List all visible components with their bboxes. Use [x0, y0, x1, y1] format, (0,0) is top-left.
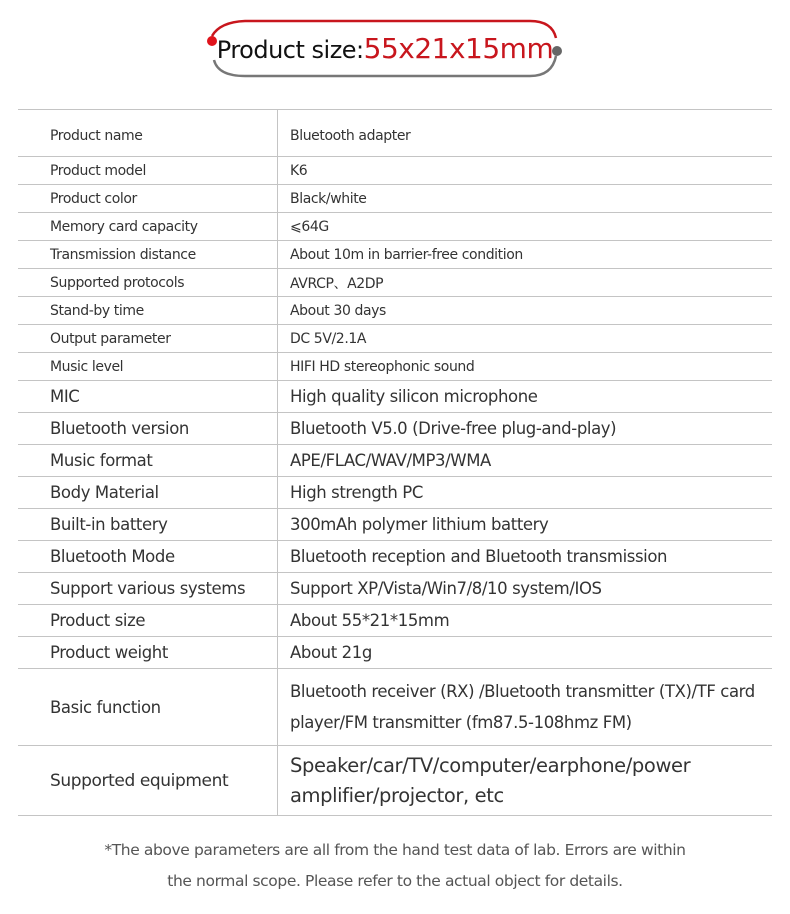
spec-value: Bluetooth adapter — [278, 110, 773, 157]
table-row — [18, 241, 772, 269]
spec-value: K6 — [278, 157, 773, 185]
table-row — [18, 413, 772, 445]
product-size-banner — [200, 14, 570, 84]
spec-key: Support various systems — [18, 573, 278, 605]
table-row — [18, 110, 772, 157]
spec-value: ⩽64G — [278, 213, 773, 241]
spec-key: Built-in battery — [18, 509, 278, 541]
table-row — [18, 637, 772, 669]
note-line-1: *The above parameters are all from the hand test data of lab. Errors are within — [104, 841, 686, 859]
spec-key: Stand-by time — [18, 297, 278, 325]
spec-key: Supported equipment — [18, 746, 278, 816]
spec-key: MIC — [18, 381, 278, 413]
table-row — [18, 445, 772, 477]
spec-key: Product size — [18, 605, 278, 637]
table-row — [18, 573, 772, 605]
spec-key: Bluetooth version — [18, 413, 278, 445]
spec-value: About 21g — [278, 637, 773, 669]
spec-key: Bluetooth Mode — [18, 541, 278, 573]
spec-key: Supported protocols — [18, 269, 278, 297]
spec-table — [18, 109, 772, 816]
table-row — [18, 605, 772, 637]
spec-value: High quality silicon microphone — [278, 381, 773, 413]
spec-value: High strength PC — [278, 477, 773, 509]
spec-value: DC 5V/2.1A — [278, 325, 773, 353]
table-row — [18, 477, 772, 509]
table-row — [18, 157, 772, 185]
spec-value: HIFI HD stereophonic sound — [278, 353, 773, 381]
note-line-2: the normal scope. Please refer to the actual object for details. — [167, 872, 623, 890]
table-row — [18, 509, 772, 541]
spec-value: Black/white — [278, 185, 773, 213]
table-row — [18, 269, 772, 297]
spec-key: Body Material — [18, 477, 278, 509]
spec-key: Product name — [18, 110, 278, 157]
table-row — [18, 297, 772, 325]
spec-key: Transmission distance — [18, 241, 278, 269]
table-row — [18, 746, 772, 816]
table-row — [18, 353, 772, 381]
spec-key: Music format — [18, 445, 278, 477]
spec-key: Product model — [18, 157, 278, 185]
spec-key: Product weight — [18, 637, 278, 669]
banner-label: Product size: — [216, 36, 364, 64]
spec-value: 300mAh polymer lithium battery — [278, 509, 773, 541]
spec-key: Memory card capacity — [18, 213, 278, 241]
spec-value: AVRCP、A2DP — [278, 269, 773, 297]
spec-key: Output parameter — [18, 325, 278, 353]
table-row — [18, 669, 772, 746]
table-row — [18, 541, 772, 573]
disclaimer-note — [0, 835, 790, 897]
spec-key: Product color — [18, 185, 278, 213]
spec-value: About 10m in barrier-free condition — [278, 241, 773, 269]
spec-value: Speaker/car/TV/computer/earphone/power amplifier/projector, etc — [278, 746, 773, 816]
spec-value: APE/FLAC/WAV/MP3/WMA — [278, 445, 773, 477]
spec-value: Support XP/Vista/Win7/8/10 system/IOS — [278, 573, 773, 605]
table-row — [18, 185, 772, 213]
spec-value: Bluetooth V5.0 (Drive-free plug-and-play) — [278, 413, 773, 445]
table-row — [18, 325, 772, 353]
table-row — [18, 213, 772, 241]
spec-value: Bluetooth receiver (RX) /Bluetooth transmitter (TX)/TF card player/FM transmitter (fm87.5-108hmz FM) — [278, 669, 773, 746]
banner-value: 55x21x15mm — [363, 32, 554, 65]
spec-key: Basic function — [18, 669, 278, 746]
spec-value: About 55*21*15mm — [278, 605, 773, 637]
spec-key: Music level — [18, 353, 278, 381]
table-row — [18, 381, 772, 413]
spec-value: About 30 days — [278, 297, 773, 325]
spec-value: Bluetooth reception and Bluetooth transmission — [278, 541, 773, 573]
